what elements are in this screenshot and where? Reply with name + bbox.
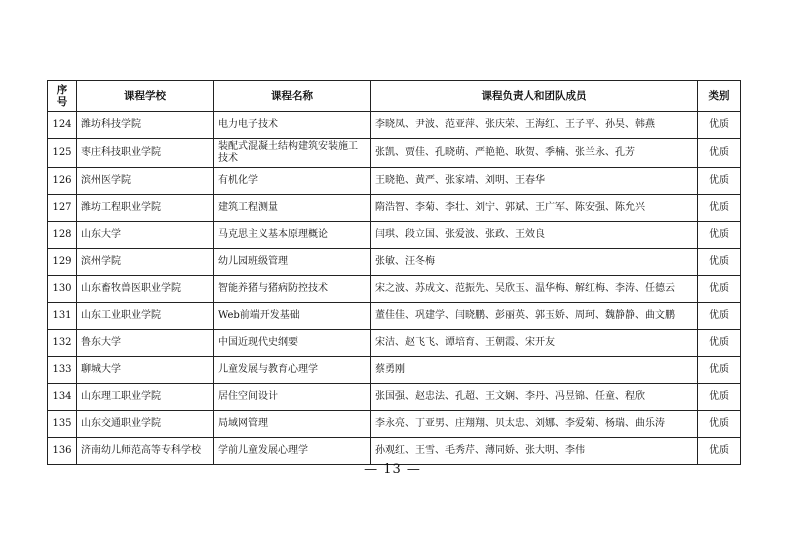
row-number: 128 xyxy=(48,222,77,249)
type-cell: 优质 xyxy=(698,411,741,438)
course-name-cell: 学前儿童发展心理学 xyxy=(214,438,371,465)
header-members: 课程负责人和团队成员 xyxy=(371,81,698,112)
table-row xyxy=(48,168,741,195)
type-cell: 优质 xyxy=(698,195,741,222)
school-cell: 滨州医学院 xyxy=(77,168,214,195)
type-cell: 优质 xyxy=(698,139,741,168)
school-cell: 山东理工职业学院 xyxy=(77,384,214,411)
school-cell: 潍坊科技学院 xyxy=(77,112,214,139)
table-row xyxy=(48,139,741,168)
course-name-cell: 建筑工程测量 xyxy=(214,195,371,222)
course-table xyxy=(47,80,741,465)
school-cell: 山东交通职业学院 xyxy=(77,411,214,438)
course-name-cell: 电力电子技术 xyxy=(214,112,371,139)
school-cell: 滨州学院 xyxy=(77,249,214,276)
header-school: 课程学校 xyxy=(77,81,214,112)
course-name-cell: Web前端开发基础 xyxy=(214,303,371,330)
school-cell: 鲁东大学 xyxy=(77,330,214,357)
table-body xyxy=(48,112,741,465)
row-number: 132 xyxy=(48,330,77,357)
course-name-cell: 局域网管理 xyxy=(214,411,371,438)
table-row xyxy=(48,222,741,249)
page-number: — 13 — xyxy=(364,462,421,477)
members-cell: 蔡勇刚 xyxy=(371,357,698,384)
members-cell: 张敏、汪冬梅 xyxy=(371,249,698,276)
table-header-row xyxy=(48,81,741,112)
row-number: 136 xyxy=(48,438,77,465)
members-cell: 李晓凤、尹波、范亚萍、张庆荣、王海红、王子平、孙昊、韩燕 xyxy=(371,112,698,139)
school-cell: 山东大学 xyxy=(77,222,214,249)
table-row xyxy=(48,384,741,411)
members-cell: 张凯、贾佳、孔晓萌、严艳艳、耿贺、季楠、张兰永、孔芳 xyxy=(371,139,698,168)
members-cell: 隋浩智、李菊、李壮、刘宁、郭斌、王广军、陈安强、陈允兴 xyxy=(371,195,698,222)
course-name-cell: 儿童发展与教育心理学 xyxy=(214,357,371,384)
table-row xyxy=(48,195,741,222)
school-cell: 枣庄科技职业学院 xyxy=(77,139,214,168)
school-cell: 潍坊工程职业学院 xyxy=(77,195,214,222)
header-number: 序号 xyxy=(48,81,77,112)
type-cell: 优质 xyxy=(698,330,741,357)
type-cell: 优质 xyxy=(698,438,741,465)
table-row xyxy=(48,438,741,465)
course-name-cell: 装配式混凝土结构建筑安装施工技术 xyxy=(214,139,371,168)
type-cell: 优质 xyxy=(698,112,741,139)
row-number: 129 xyxy=(48,249,77,276)
table-row xyxy=(48,330,741,357)
school-cell: 聊城大学 xyxy=(77,357,214,384)
members-cell: 闫琪、段立国、张爱波、张政、王效良 xyxy=(371,222,698,249)
course-name-cell: 中国近现代史纲要 xyxy=(214,330,371,357)
table-row xyxy=(48,357,741,384)
row-number: 124 xyxy=(48,112,77,139)
header-type: 类别 xyxy=(698,81,741,112)
members-cell: 王晓艳、黄严、张家靖、刘明、王春华 xyxy=(371,168,698,195)
type-cell: 优质 xyxy=(698,168,741,195)
row-number: 130 xyxy=(48,276,77,303)
type-cell: 优质 xyxy=(698,384,741,411)
members-cell: 董佳佳、巩建学、闫晓鹏、彭丽英、郭玉娇、周珂、魏静静、曲文鹏 xyxy=(371,303,698,330)
course-name-cell: 幼儿园班级管理 xyxy=(214,249,371,276)
header-course: 课程名称 xyxy=(214,81,371,112)
table-row xyxy=(48,249,741,276)
members-cell: 宋之波、苏成文、范振先、吴欣玉、温华梅、解红梅、李涛、任德云 xyxy=(371,276,698,303)
type-cell: 优质 xyxy=(698,276,741,303)
members-cell: 李永亮、丁亚男、庄翔翔、贝太忠、刘娜、李爱菊、杨瑞、曲乐涛 xyxy=(371,411,698,438)
type-cell: 优质 xyxy=(698,249,741,276)
row-number: 134 xyxy=(48,384,77,411)
row-number: 125 xyxy=(48,139,77,168)
row-number: 133 xyxy=(48,357,77,384)
school-cell: 山东工业职业学院 xyxy=(77,303,214,330)
members-cell: 张国强、赵忠法、孔超、王文娴、李丹、冯昱锦、任童、程欣 xyxy=(371,384,698,411)
course-name-cell: 智能养猪与猪病防控技术 xyxy=(214,276,371,303)
table-row xyxy=(48,112,741,139)
course-name-cell: 居住空间设计 xyxy=(214,384,371,411)
table-row xyxy=(48,411,741,438)
table-row xyxy=(48,276,741,303)
table-row xyxy=(48,303,741,330)
row-number: 135 xyxy=(48,411,77,438)
course-name-cell: 有机化学 xyxy=(214,168,371,195)
type-cell: 优质 xyxy=(698,357,741,384)
course-name-cell: 马克思主义基本原理概论 xyxy=(214,222,371,249)
members-cell: 孙观红、王雪、毛秀芹、薄同娇、张大明、李伟 xyxy=(371,438,698,465)
row-number: 131 xyxy=(48,303,77,330)
row-number: 126 xyxy=(48,168,77,195)
members-cell: 宋洁、赵飞飞、谭培育、王朝霞、宋开友 xyxy=(371,330,698,357)
school-cell: 济南幼儿师范高等专科学校 xyxy=(77,438,214,465)
row-number: 127 xyxy=(48,195,77,222)
school-cell: 山东畜牧兽医职业学院 xyxy=(77,276,214,303)
type-cell: 优质 xyxy=(698,222,741,249)
type-cell: 优质 xyxy=(698,303,741,330)
